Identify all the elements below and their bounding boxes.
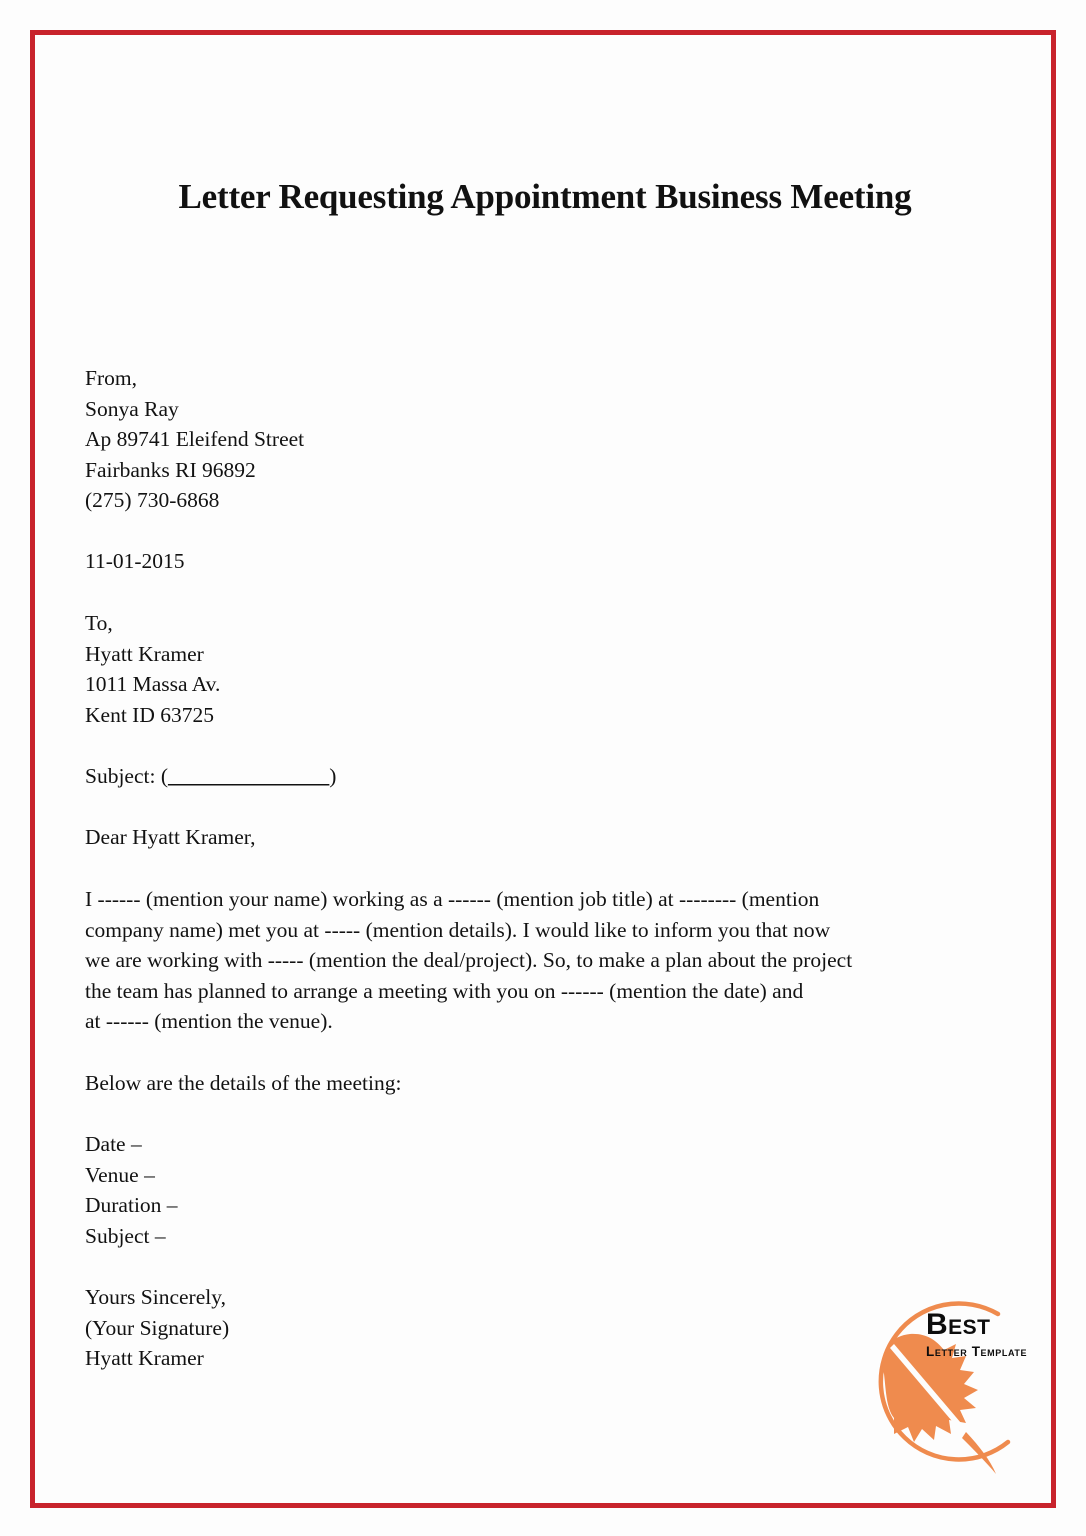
body-paragraph [85, 884, 1005, 1037]
logo-tagline: Letter Template [926, 1344, 1028, 1359]
subject-close-paren: ) [329, 764, 337, 788]
logo-brand-name: Best [926, 1308, 991, 1341]
sender-street: Ap 89741 Eleifend Street [85, 427, 305, 452]
sender-label: From, [85, 366, 137, 390]
logo-wordmark [926, 1310, 1027, 1359]
recipient-label: To, [85, 611, 113, 635]
signature-placeholder: (Your Signature) [85, 1315, 230, 1340]
details-intro: Below are the details of the meeting: [85, 1071, 402, 1095]
subject-line [85, 761, 336, 792]
valediction: Yours Sincerely, [85, 1285, 226, 1309]
best-letter-template-logo [848, 1292, 1048, 1497]
body-line-1: I ------ (mention your name) working as a ------ (mention job title) at -------- (mention [85, 887, 820, 911]
body-line-2: company name) met you at ----- (mention details). I would like to inform you that now [85, 917, 831, 942]
salutation: Dear Hyatt Kramer, [85, 825, 256, 849]
closing-block [85, 1282, 229, 1374]
recipient-street: 1011 Massa Av. [85, 672, 221, 697]
page-title: Letter Requesting Appointment Business Meeting [178, 177, 912, 216]
detail-item-date: Date – [85, 1132, 142, 1156]
sender-name: Sonya Ray [85, 396, 179, 421]
closing-name: Hyatt Kramer [85, 1346, 204, 1371]
recipient-name: Hyatt Kramer [85, 641, 204, 666]
recipient-address-block [85, 608, 220, 730]
letter-date: 11-01-2015 [85, 549, 185, 573]
sender-phone: (275) 730-6868 [85, 488, 220, 513]
detail-item-venue: Venue – [85, 1162, 155, 1187]
body-line-3: we are working with ----- (mention the deal/project). So, to make a plan about the project [85, 948, 853, 973]
body-line-4: the team has planned to arrange a meeting with you on ------ (mention the date) and [85, 978, 804, 1003]
meeting-details-list [85, 1129, 178, 1251]
recipient-city-state-zip: Kent ID 63725 [85, 702, 214, 727]
subject-label: Subject: ( [85, 764, 168, 788]
body-line-5: at ------ (mention the venue). [85, 1009, 333, 1034]
detail-item-duration: Duration – [85, 1193, 178, 1218]
sender-city-state-zip: Fairbanks RI 96892 [85, 457, 256, 482]
sender-address-block [85, 363, 304, 516]
subject-blank-field[interactable]: _______________ [168, 764, 330, 788]
detail-item-subject: Subject – [85, 1223, 166, 1248]
